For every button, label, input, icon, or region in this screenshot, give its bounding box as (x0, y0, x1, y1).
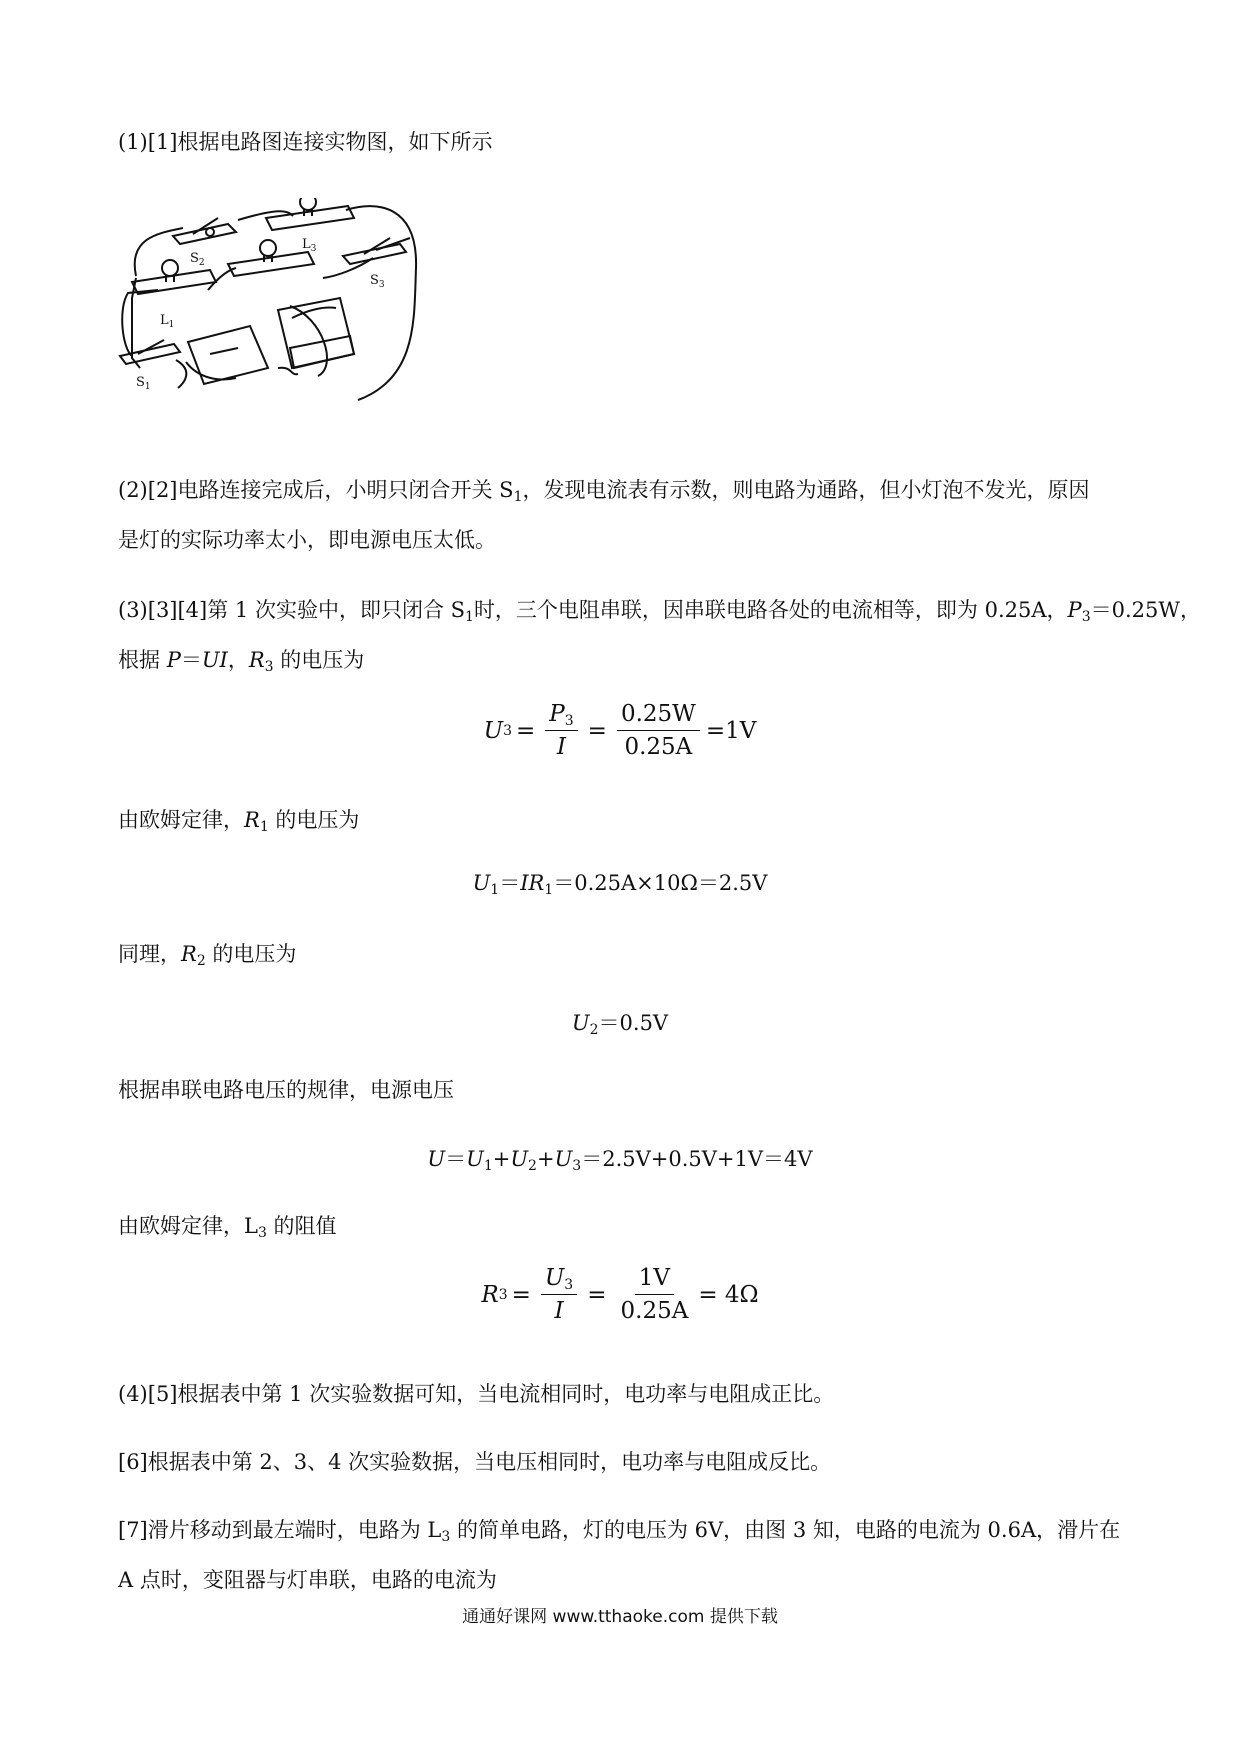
label-s3: $S_3$ (370, 273, 385, 290)
label-s1: $S_1$ (136, 375, 151, 392)
equation-u2: $U_2=0.5V$ (571, 1011, 669, 1038)
paragraph-2-line-2: 是灯的实际功率太小，即电源电压太低。 (118, 528, 496, 552)
equation-r3: R 3 = $\frac{U_3}{I}$ = $\frac{1V}{0.25A}$ = 4Ω (481, 1265, 759, 1324)
text-ohm-r1: 由欧姆定律，$R_1$ 的电压为 (118, 808, 360, 835)
paragraph-1: (1)[1]根据电路图连接实物图，如下所示 (118, 130, 493, 154)
paragraph-7-line-1: [7]滑片移动到最左端时，电路为 $L_3$ 的简单电路，灯的电压为 6V，由图 3 知，电路的电流为 0.6A，滑片在 (118, 1518, 1121, 1545)
text-series-voltage: 根据串联电路电压的规律，电源电压 (118, 1078, 454, 1102)
paragraph-7-line-2: A 点时，变阻器与灯串联，电路的电流为 (118, 1568, 497, 1592)
label-l3: $L_3$ (302, 237, 317, 254)
label-l1: $L_1$ (160, 313, 175, 330)
circuit-figure (118, 198, 430, 436)
equation-u-total: $U=U_1+U_2+U_3=2.5V+0.5V+1V=4V$ (427, 1147, 813, 1174)
paragraph-4: (4)[5]根据表中第 1 次实验数据可知，当电流相同时，电功率与电阻成正比。 (118, 1382, 835, 1406)
paragraph-3-line-2: 根据 P＝UI，$R_3$ 的电压为 (118, 648, 365, 675)
paragraph-2-line-1: (2)[2]电路连接完成后，小明只闭合开关 $S_1$，发现电流表有示数，则电路为通路，但小灯泡不发光，原因 (118, 478, 1090, 505)
text-r2: 同理，$R_2$ 的电压为 (118, 942, 297, 969)
paragraph-3-line-1: (3)[3][4]第 1 次实验中，即只闭合 $S_1$时，三个电阻串联，因串联电路各处的电流相等，即为 0.25A，$P_3=0.25W$， (118, 598, 1201, 625)
label-s2: $S_2$ (190, 251, 205, 268)
page-footer: 通通好课网 www.tthaoke.com 提供下载 (462, 1607, 778, 1627)
text-l3-resistance: 由欧姆定律，$L_3$ 的阻值 (118, 1214, 337, 1241)
equation-u3: U 3 = $\frac{P_3}{I}$ = $\frac{0.25W}{0.25A}$ =1V (483, 701, 757, 760)
paragraph-6: [6]根据表中第 2、3、4 次实验数据，当电压相同时，电功率与电阻成反比。 (118, 1450, 832, 1474)
equation-u1: $U_1=IR_1=0.25A\times 10\Omega=2.5V$ (472, 871, 768, 898)
